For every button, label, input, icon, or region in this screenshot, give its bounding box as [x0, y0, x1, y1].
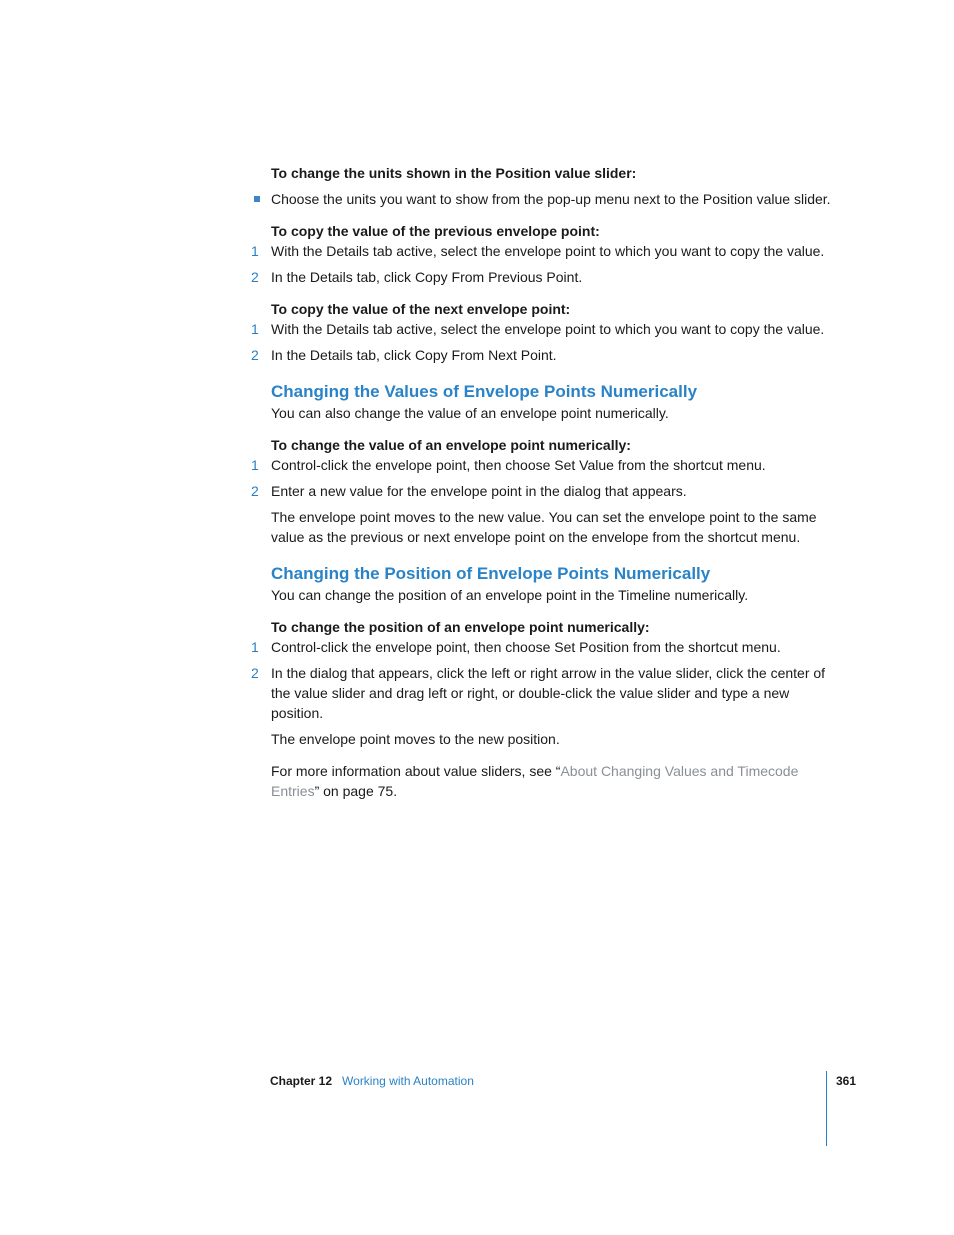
body-paragraph: The envelope point moves to the new position.	[271, 731, 560, 747]
step-text: In the Details tab, click Copy From Next Point.	[271, 347, 557, 363]
step-number: 1	[251, 639, 259, 655]
more-info-suffix: ” on page 75.	[314, 783, 398, 799]
procedure-title: To change the value of an envelope point numerically:	[271, 437, 631, 453]
bullet-text: Choose the units you want to show from the pop-up menu next to the Position value slider.	[271, 191, 831, 207]
step-text: In the Details tab, click Copy From Previous Point.	[271, 269, 583, 285]
more-info-paragraph	[271, 761, 831, 801]
footer-chapter-title: Working with Automation	[342, 1074, 474, 1088]
step-item	[251, 241, 831, 261]
body-paragraph: You can change the position of an envelope point in the Timeline numerically.	[271, 587, 749, 603]
bullet-square-icon	[254, 196, 260, 202]
body-paragraph: The envelope point moves to the new value. You can set the envelope point to the same value as the previous or next envelope point on the envelope from the shortcut menu.	[271, 509, 817, 545]
step-number: 1	[251, 457, 259, 473]
step-number: 2	[251, 269, 259, 285]
cross-reference-link[interactable]: About Changing Values and Timecode Entries	[271, 763, 799, 799]
step-item	[251, 637, 831, 657]
step-number: 2	[251, 483, 259, 499]
step-number: 2	[251, 665, 259, 681]
step-item	[251, 345, 831, 365]
step-item	[251, 267, 831, 287]
footer-chapter: Chapter 12	[270, 1074, 333, 1088]
step-text: In the dialog that appears, click the left or right arrow in the value slider, click the center of the value slider and drag left or right, or double-click the value slider and type a new position.	[271, 665, 826, 721]
procedure-title: To change the position of an envelope point numerically:	[271, 619, 650, 635]
step-text: With the Details tab active, select the envelope point to which you want to copy the value.	[271, 321, 825, 337]
page-footer	[270, 1073, 474, 1089]
step-item	[251, 481, 831, 501]
step-item	[251, 319, 831, 339]
step-text: Control-click the envelope point, then choose Set Position from the shortcut menu.	[271, 639, 781, 655]
footer-divider	[826, 1071, 827, 1146]
procedure-title: To copy the value of the next envelope point:	[271, 301, 571, 317]
step-number: 1	[251, 243, 259, 259]
step-number: 1	[251, 321, 259, 337]
step-item	[251, 455, 831, 475]
section-heading: Changing the Values of Envelope Points Numerically	[271, 382, 698, 401]
body-paragraph: You can also change the value of an envelope point numerically.	[271, 405, 669, 421]
step-text: Control-click the envelope point, then choose Set Value from the shortcut menu.	[271, 457, 766, 473]
section-heading: Changing the Position of Envelope Points Numerically	[271, 564, 711, 583]
procedure-title: To change the units shown in the Position value slider:	[271, 165, 637, 181]
procedure-title: To copy the value of the previous envelope point:	[271, 223, 600, 239]
page-number: 361	[836, 1074, 857, 1088]
bullet-item	[271, 189, 831, 209]
more-info-prefix: For more information about value sliders, see “	[271, 763, 561, 779]
step-text: Enter a new value for the envelope point in the dialog that appears.	[271, 483, 687, 499]
page-content	[251, 163, 831, 801]
step-number: 2	[251, 347, 259, 363]
step-item	[251, 663, 831, 723]
step-text: With the Details tab active, select the envelope point to which you want to copy the value.	[271, 243, 825, 259]
